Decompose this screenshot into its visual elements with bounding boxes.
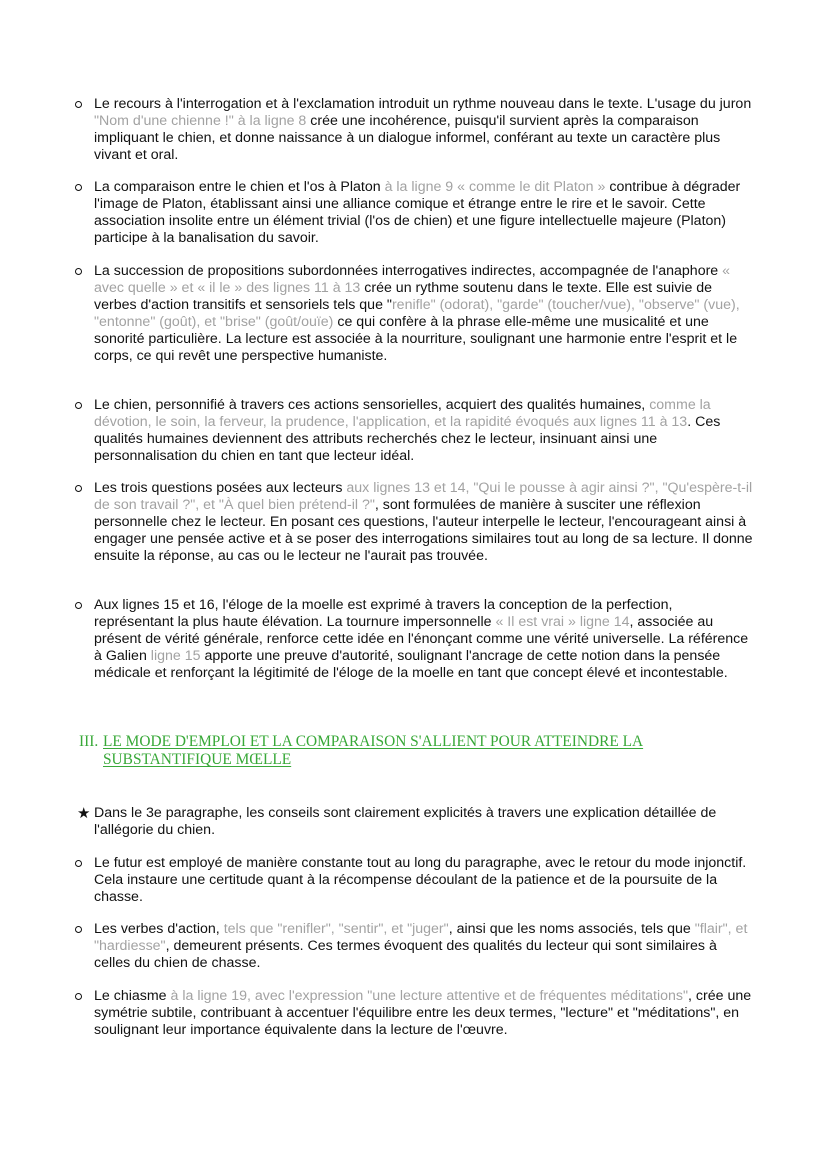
bullet-item-chiasme (75, 988, 755, 1039)
bullet-text: Le futur est employé de manière constante tout au long du paragraphe, avec le retour du mode injonctif. Cela instaure une certitude quant à la récompense découlant de la patience et de la poursuite de la chasse. (94, 855, 747, 905)
bullet-item-futur (75, 855, 755, 906)
bullet-item-interrogation (75, 96, 755, 164)
hollow-bullet-icon (75, 993, 82, 1000)
bullet-item-verbes (75, 921, 755, 972)
bullet-text: La succession de propositions subordonnées interrogatives indirectes, accompagnée de l'anaphore « avec quelle » et « il le » des lignes 11 à 13 crée un rythme soutenu dans le texte. Elle est suivie de verbes d'action transitifs et sensoriels tels que "renifle" (odorat), "garde" (toucher/vue), "observe" (vue), "entonne" (goût), et "brise" (goût/ouïe) ce qui confère à la phrase elle-même une musicalité et une sonorité particulière. La lecture est associée à la nourriture, soulignant une harmonie entre l'esprit et le corps, ce qui revêt une perspective humaniste. (94, 263, 740, 364)
bullet-text: Le chien, personnifié à travers ces actions sensorielles, acquiert des qualités humaines, comme la dévotion, le soin, la ferveur, la prudence, l'application, et la rapidité évoqués aux lignes 11 à 13. Ces qualités humaines deviennent des attributs recherchés chez le lecteur, insinuant ainsi une personnalisation du chien en tant que lecteur idéal. (94, 397, 721, 464)
section-heading (79, 733, 759, 769)
bullet-item-moelle (75, 597, 755, 682)
bullet-item-questions (75, 480, 755, 565)
bullet-item-platon (75, 179, 755, 247)
bullet-text: Le recours à l'interrogation et à l'exclamation introduit un rythme nouveau dans le texte. L'usage du juron "Nom d'une chienne !" à la ligne 8 crée une incohérence, puisqu'il survient après la comparaison impliquant le chien, et donne naissance à un dialogue informel, conférant au texte un caractère plus vivant et oral. (94, 96, 752, 163)
hollow-bullet-icon (75, 184, 82, 191)
section-number: III. (79, 733, 99, 750)
hollow-bullet-icon (75, 926, 82, 933)
star-item (75, 805, 755, 839)
bullet-text: Les verbes d'action, tels que "renifler", "sentir", et "juger", ainsi que les noms associés, tels que "flair", et "hardiesse", demeurent présents. Ces termes évoquent des qualités du lecteur qui sont similaires à celles du chien de chasse. (94, 921, 748, 971)
hollow-bullet-icon (75, 602, 82, 609)
bullet-text: Les trois questions posées aux lecteurs aux lignes 13 et 14, "Qui le pousse à agir ainsi ?", "Qu'espère-t-il de son travail ?", et "À quel bien prétend-il ?", sont formulées de manière à susciter une réflexion personnelle chez le lecteur. En posant ces questions, l'auteur interpelle le lecteur, l'encourageant ainsi à engager une pensée active et à se poser des interrogations similaires tout au long de sa lecture. Il donne ensuite la réponse, au cas ou le lecteur ne l'aurait pas trouvée. (94, 480, 753, 564)
bullet-item-anaphore (75, 263, 755, 365)
hollow-bullet-icon (75, 402, 82, 409)
hollow-bullet-icon (75, 101, 82, 108)
star-text: Dans le 3e paragraphe, les conseils sont clairement explicités à travers une explication détaillée de l'allégorie du chien. (94, 805, 717, 838)
star-icon: ★ (77, 805, 91, 822)
hollow-bullet-icon (75, 485, 82, 492)
bullet-text: Le chiasme à la ligne 19, avec l'expression "une lecture attentive et de fréquentes méditations", crée une symétrie subtile, contribuant à accentuer l'équilibre entre les deux termes, "lecture" et "méditations", en soulignant leur importance équivalente dans la lecture de l'œuvre. (94, 988, 752, 1038)
hollow-bullet-icon (75, 860, 82, 867)
bullet-item-personnification (75, 397, 755, 465)
hollow-bullet-icon (75, 268, 82, 275)
section-title: LE MODE D'EMPLOI ET LA COMPARAISON S'ALLIENT POUR ATTEINDRE LA SUBSTANTIFIQUE MŒLLE (103, 733, 644, 768)
bullet-text: Aux lignes 15 et 16, l'éloge de la moelle est exprimé à travers la conception de la perfection, représentant la plus haute élévation. La tournure impersonnelle « Il est vrai » ligne 14, associée au présent de vérité générale, renforce cette idée en l'énonçant comme une vérité universelle. La référence à Galien ligne 15 apporte une preuve d'autorité, soulignant l'ancrage de cette notion dans la pensée médicale et renforçant la légitimité de l'éloge de la moelle en tant que concept élevé et incontestable. (94, 597, 749, 681)
bullet-text: La comparaison entre le chien et l'os à Platon à la ligne 9 « comme le dit Platon » contribue à dégrader l'image de Platon, établissant ainsi une alliance comique et étrange entre le rire et le savoir. Cette association insolite entre un élément trivial (l'os de chien) et une figure intellectuelle majeure (Platon) participe à la banalisation du savoir. (94, 179, 741, 246)
